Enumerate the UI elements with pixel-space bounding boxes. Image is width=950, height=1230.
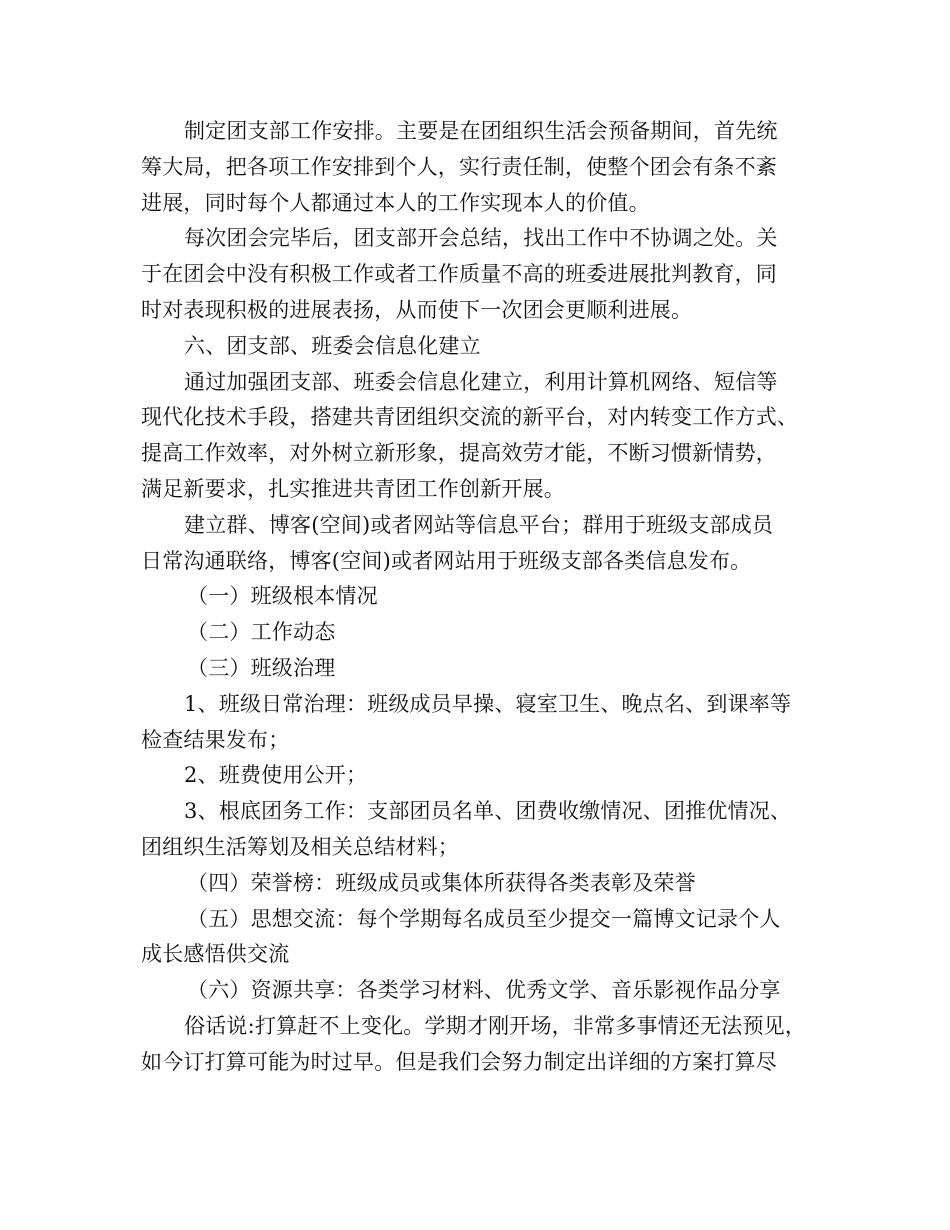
document-body <box>141 114 831 1081</box>
text-line: 成长感悟供交流 <box>141 942 290 967</box>
text-line: （一）班级根本情况 <box>187 584 378 609</box>
text-line: 2、班费使用公开； <box>184 763 368 788</box>
text-line: 1、班级日常治理：班级成员早操、寝室卫生、晚点名、到课率等 <box>184 691 792 716</box>
text-line: 提高工作效率，对外树立新形象，提高效劳才能，不断习惯新情势， <box>141 441 777 466</box>
text-line: 现代化技术手段，搭建共青团组织交流的新平台，对内转变工作方式、 <box>141 405 799 430</box>
text-line: 建立群、博客(空间)或者网站等信息平台；群用于班级支部成员 <box>184 512 774 537</box>
text-line: （三）班级治理 <box>187 655 336 680</box>
text-line: 检查结果发布； <box>141 727 290 752</box>
text-line: 3、根底团务工作：支部团员名单、团费收缴情况、团推优情况、 <box>184 799 792 824</box>
text-line: 团组织生活筹划及相关总结材料； <box>141 834 459 859</box>
text-line: 时对表现积极的进展表扬，从而使下一次团会更顺利进展。 <box>141 297 693 322</box>
text-line: （五）思想交流：每个学期每名成员至少提交一篇博文记录个人 <box>187 906 781 931</box>
text-line: 六、团支部、班委会信息化建立 <box>184 333 481 358</box>
text-line: （六）资源共享：各类学习材料、优秀文学、音乐影视作品分享 <box>187 978 781 1003</box>
text-line: 满足新要求，扎实推进共青团工作创新开展。 <box>141 476 565 501</box>
text-line: 通过加强团支部、班委会信息化建立，利用计算机网络、短信等 <box>184 369 778 394</box>
text-line: （二）工作动态 <box>187 620 336 645</box>
text-line: （四）荣誉榜：班级成员或集体所获得各类表彰及荣誉 <box>187 870 696 895</box>
text-line: 俗话说:打算赶不上变化。学期才刚开场，非常多事情还无法预见， <box>184 1013 807 1038</box>
text-line: 日常沟通联络，博客(空间)或者网站用于班级支部各类信息发布。 <box>141 548 752 573</box>
text-line: 筹大局，把各项工作安排到个人，实行责任制，使整个团会有条不紊 <box>141 154 777 179</box>
text-line: 每次团会完毕后，团支部开会总结，找出工作中不协调之处。关 <box>184 226 778 251</box>
text-line: 制定团支部工作安排。主要是在团组织生活会预备期间，首先统 <box>184 119 778 143</box>
text-line: 进展，同时每个人都通过本人的工作实现本人的价值。 <box>141 190 650 215</box>
text-line: 如今订打算可能为时过早。但是我们会努力制定出详细的方案打算尽 <box>141 1049 777 1074</box>
text-line: 于在团会中没有积极工作或者工作质量不高的班委进展批判教育，同 <box>141 262 777 287</box>
